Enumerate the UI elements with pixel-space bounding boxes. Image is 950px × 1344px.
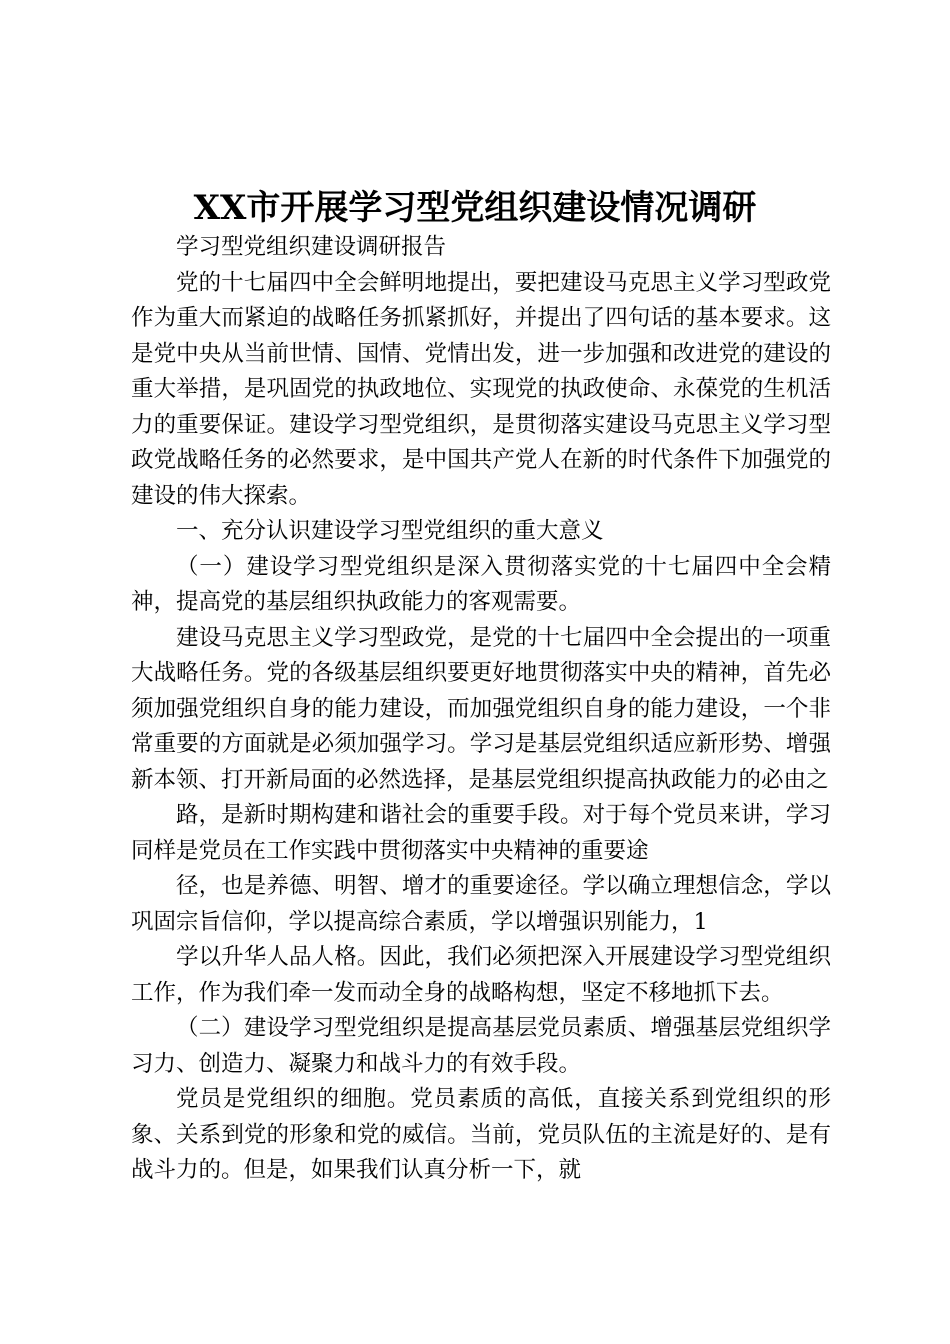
body-paragraph: 党员是党组织的细胞。党员素质的高低，直接关系到党组织的形象、关系到党的形象和党的威信。当前，党员队伍的主流是好的、是有战斗力的。但是，如果我们认真分析一下，就	[131, 1086, 831, 1183]
document-title: XX市开展学习型党组织建设情况调研	[193, 188, 757, 228]
subsection-heading: （二）建设学习型党组织是提高基层党员素质、增强基层党组织学习力、创造力、凝聚力和战斗力的有效手段。	[131, 1015, 831, 1077]
body-paragraph: 径，也是养德、明智、增才的重要途径。学以确立理想信念，学以巩固宗旨信仰，学以提高综合素质，学以增强识别能力，1	[131, 873, 831, 935]
body-paragraph: 学以升华人品人格。因此，我们必须把深入开展建设学习型党组织工作，作为我们牵一发而动全身的战略构想，坚定不移地抓下去。	[131, 944, 831, 1006]
section-heading: 一、充分认识建设学习型党组织的重大意义	[176, 518, 604, 544]
body-paragraph: 建设马克思主义学习型政党，是党的十七届四中全会提出的一项重大战略任务。党的各级基层组织要更好地贯彻落实中央的精神，首先必须加强党组织自身的能力建设，而加强党组织自身的能力建设，一个非常重要的方面就是必须加强学习。学习是基层党组织适应新形势、增强新本领、打开新局面的必然选择，是基层党组织提高执政能力的必由之	[131, 624, 831, 793]
document-body	[131, 230, 831, 1189]
subsection-heading: （一）建设学习型党组织是深入贯彻落实党的十七届四中全会精神，提高党的基层组织执政能力的客观需要。	[131, 553, 831, 615]
subtitle-paragraph: 学习型党组织建设调研报告	[176, 234, 447, 260]
body-paragraph: 党的十七届四中全会鲜明地提出，要把建设马克思主义学习型政党作为重大而紧迫的战略任务抓紧抓好，并提出了四句话的基本要求。这是党中央从当前世情、国情、党情出发，进一步加强和改进党的建设的重大举措，是巩固党的执政地位、实现党的执政使命、永葆党的生机活力的重要保证。建设学习型党组织，是贯彻落实建设马克思主义学习型政党战略任务的必然要求，是中国共产党人在新的时代条件下加强党的建设的伟大探索。	[131, 269, 831, 509]
body-paragraph: 路，是新时期构建和谐社会的重要手段。对于每个党员来讲，学习同样是党员在工作实践中贯彻落实中央精神的重要途	[131, 802, 831, 864]
